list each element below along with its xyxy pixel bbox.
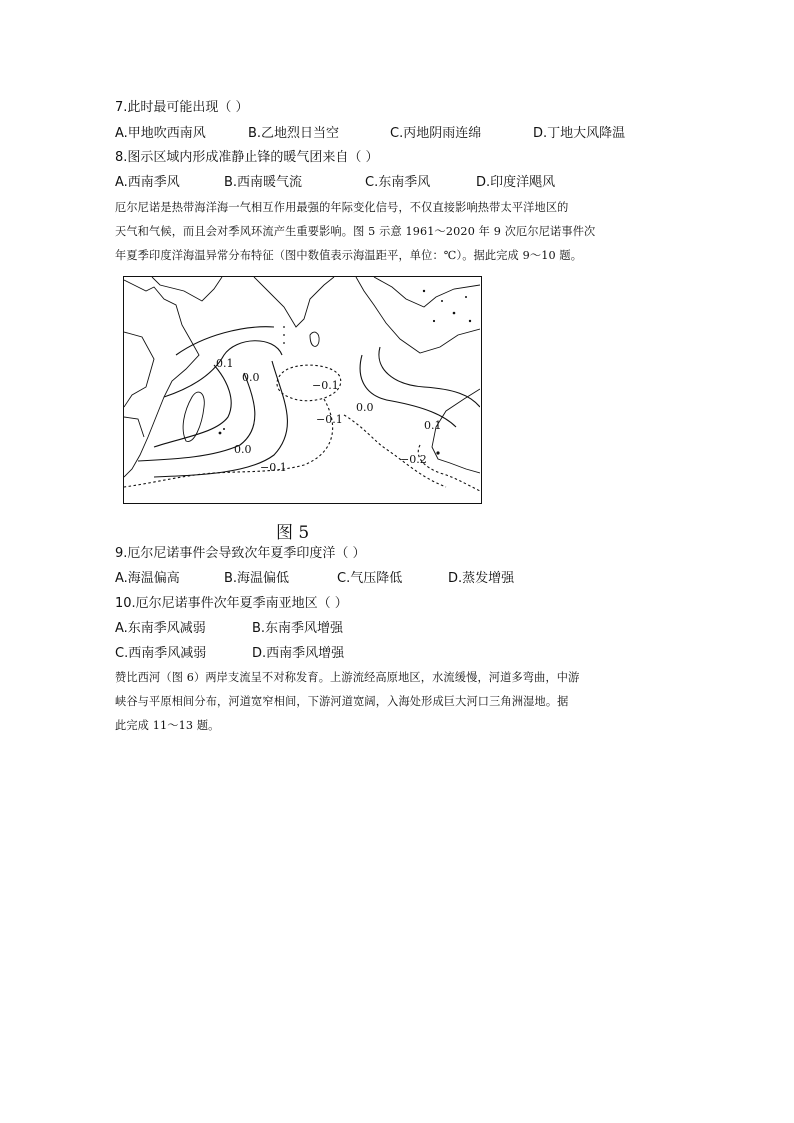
q7-option-b: B.乙地烈日当空 (248, 126, 340, 141)
label-0.1-east: 0.1 (424, 419, 442, 432)
isotherm-labels (216, 357, 442, 474)
isotherm-neg-0.1-south (124, 399, 333, 487)
label-neg-0.1-center: −0.1 (312, 379, 339, 392)
figure-caption: 图 5 (276, 523, 310, 543)
map-svg (124, 277, 480, 502)
india-coast (254, 277, 334, 327)
sumatra-java (356, 277, 480, 353)
intro2-line-1: 赞比西河（图 6）两岸支流呈不对称发育。上游流经高原地区，水流缓慢，河道多弯曲，中游 (115, 671, 580, 684)
isotherm-neg-0.2 (418, 445, 480, 491)
q9-stem: 9.厄尔尼诺事件会导致次年夏季印度洋（ ） (115, 546, 366, 561)
intro-paragraph-2 (115, 666, 685, 738)
q10-option-b: B.东南季风增强 (252, 621, 344, 636)
label-neg-0.1-lower: −0.1 (316, 413, 343, 426)
q9-option-d: D.蒸发增强 (448, 571, 515, 586)
label-0.0-east: 0.0 (356, 401, 374, 414)
africa-coast (124, 280, 199, 477)
q7-stem: 7.此时最可能出现（ ） (115, 100, 249, 115)
isotherm-0.0-east (360, 355, 456, 427)
isotherm-outer (154, 361, 287, 477)
intro1-line-3: 年夏季印度洋海温异常分布特征（图中数值表示海温距平，单位：℃）。据此完成 9～10 题。 (115, 249, 583, 262)
q8-option-a: A.西南季风 (115, 175, 180, 190)
q7-option-a: A.甲地吹西南风 (115, 126, 206, 141)
intro2-line-2: 峡谷与平原相间分布，河道宽窄相间，下游河道宽阔，入海处形成巨大河口三角洲湿地。据 (115, 695, 569, 708)
q10-option-a: A.东南季风减弱 (115, 621, 206, 636)
q10-option-d: D.西南季风增强 (252, 646, 345, 661)
q9-option-c: C.气压降低 (337, 571, 403, 586)
land-outlines (124, 277, 480, 477)
label-neg-0.2: −0.2 (400, 453, 427, 466)
isotherm-0.0-west (154, 365, 231, 447)
q8-option-b: B.西南暖气流 (224, 175, 303, 190)
intro-paragraph-1 (115, 196, 685, 268)
sri-lanka (310, 332, 319, 346)
q10-option-c: C.西南季风减弱 (115, 646, 207, 661)
label-0.0-south: 0.0 (234, 443, 252, 456)
label-0.0-west: 0.0 (242, 371, 260, 384)
q7-option-c: C.丙地阴雨连绵 (390, 126, 482, 141)
africa-borders (124, 332, 154, 407)
label-neg-0.1-south: −0.1 (260, 461, 287, 474)
indochina-coast (374, 277, 480, 307)
q8-option-d: D.印度洋飓风 (476, 175, 556, 190)
intro2-line-3: 此完成 11～13 题。 (115, 719, 220, 732)
q9-option-a: A.海温偏高 (115, 571, 180, 586)
sea-temperature-anomaly-map (123, 276, 482, 504)
q9-option-b: B.海温偏低 (224, 571, 290, 586)
q10-stem: 10.厄尔尼诺事件次年夏季南亚地区（ ） (115, 596, 348, 611)
label-0.1-west: 0.1 (216, 357, 234, 370)
q7-option-d: D.丁地大风降温 (533, 126, 626, 141)
q8-option-c: C.东南季风 (365, 175, 431, 190)
intro1-line-1: 厄尔尼诺是热带海洋海一气相互作用最强的年际变化信号，不仅直接影响热带太平洋地区的 (115, 201, 569, 214)
intro1-line-2: 天气和气候，而且会对季风环流产生重要影响。图 5 示意 1961～2020 年 9 次厄尔尼诺事件次 (115, 225, 596, 238)
madagascar (183, 392, 204, 441)
q8-stem: 8.图示区域内形成准静止锋的暖气团来自（ ） (115, 150, 379, 165)
